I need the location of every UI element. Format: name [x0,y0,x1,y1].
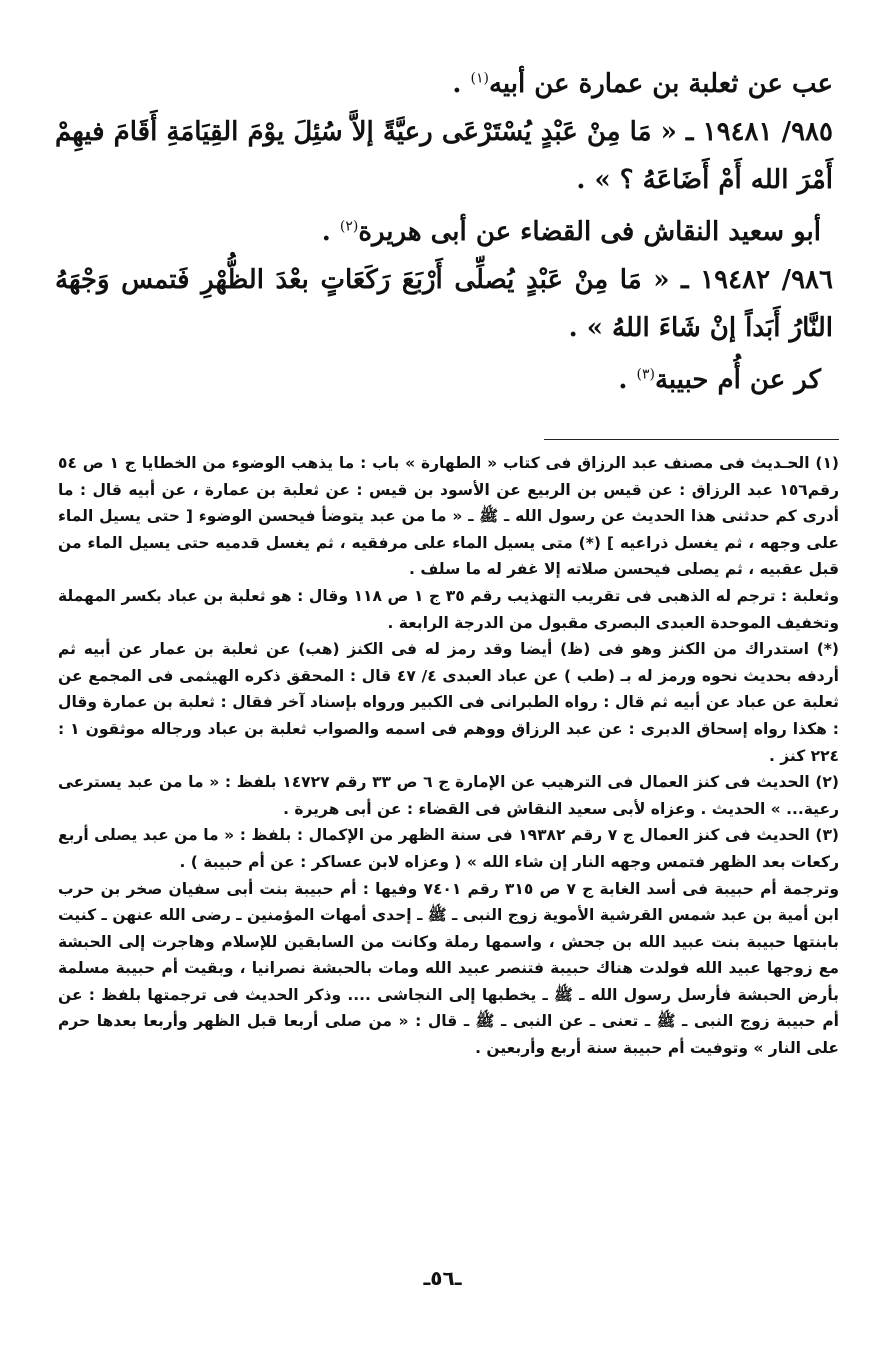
source-line [55,208,833,256]
source-end: . [321,217,340,247]
footnote-ref-3: (٣) [636,366,655,383]
hadith-text: ـ « مَا مِنْ عَبْدٍ يُسْتَرْعَى رعيَّةً إلاَّ سُئِلَ يوْمَ القِيَامَةِ أَقَامَ فيهِمْ أَمْرَ الله أَمْ أَضَاعَهُ ؟ » . [55,117,833,195]
source-end: . [618,365,637,395]
footnote-1-continuation: وثعلبة : ترجم له الذهبى فى تقريب التهذيب رقم ٣٥ ج ١ ص ١١٨ وقال : هو ثعلبة بن عباد بكسر المهملة وتخفيف الموحدة العبدى البصرى مقبول من الدرجة الرابعة . [58,586,840,632]
footnote-2: (٢) الحديث فى كنز العمال فى الترهيب عن الإمارة ج ٦ ص ٣٣ رقم ١٤٧٢٧ بلفظ : « ما من عبد يسترعى رعية... » الحديث . وعزاه لأبى سعيد النقاش فى القضاء : عن أبى هريرة . [58,773,839,818]
source-text: كر عن أُم حبيبة [654,365,821,395]
source-line [55,356,833,404]
main-text [55,58,833,404]
hadith-number: ٩٨٦/ ١٩٤٨٢ [700,265,833,295]
source-line [55,60,833,108]
footnotes [58,450,839,1062]
hadith-text: ـ « مَا مِنْ عَبْدٍ يُصلِّى أَرْبَعَ رَكَعَاتٍ بعْدَ الظُّهْرِ فَتمس وَجْهَهُ النَّارُ أَبَداً إنْ شَاءَ اللهُ » . [55,265,833,343]
footnote-3: (٣) الحديث فى كنز العمال ج ٧ رقم ١٩٣٨٢ فى سنة الظهر من الإكمال : بلفظ : « ما من عبد يصلى أربع ركعات بعد الظهر فتمس وجهه النار إن شاء الله » ( وعزاه لابن عساكر : عن أم حبيبة ) . [58,826,839,871]
hadith-number: ٩٨٥/ ١٩٤٨١ [702,117,833,147]
footnote-3-continuation: وترجمة أم حبيبة فى أسد الغابة ج ٧ ص ٣١٥ رقم ٧٤٠١ وفيها : أم حبيبة بنت أبى سفيان صخر بن حرب ابن أمية بن عبد شمس القرشية الأموية زوج النبى ـ ﷺ ـ إحدى أمهات المؤمنين ـ رضى الله عنهن ـ كنيت بابنتها حبيبة بنت عبيد الله بن جحش ، واسمها رملة وكانت من السابقين للإسلام وهاجرت إلى الحبشة مع زوجها عبيد الله فولدت هناك حبيبة فتنصر عبيد الله ومات بالحبشة نصرانيا ، وبقيت أم حبيبة مسلمة بأرض الحبشة فأرسل رسول الله ـ ﷺ ـ يخطبها إلى النجاشى .... وذكر الحديث فى ترجمتها بلفظ : عن أم حبيبة زوج النبى ـ ﷺ ـ تعنى ـ عن النبى ـ ﷺ ـ قال : « من صلى أربعا قبل الظهر وأربعا بعدها حرم على النار » وتوفيت أم حبيبة سنة أربع وأربعين . [58,879,839,1058]
hadith-986 [55,256,833,352]
footnote-star: (*) استدراك من الكنز وهو فى (ظ) أيضا وقد رمز له فى الكنز (هب) عن ثعلبة بن عمار عن أبيه ثم أردفه بحديث نحوه ورمز له بـ (طب ) عن عباد العبدى ٤/ ٤٧ قال : المحقق ذكره الهيثمى فى المجمع عن ثعلبة عن عباد عن أبيه ثم قال : رواه الطبرانى فى الكبير ورواه بإسناد آخر فقال : ثعلبة بن عمارة وقال : هكذا رواه إسحاق الدبرى : عن عبد الرزاق ووهم فى اسمه والصواب ثعلبة بن عباد ورجاله موثقون ١ : ٢٢٤ كنز . [58,640,839,765]
source-text: عب عن ثعلبة بن عمارة عن أبيه [488,69,833,99]
page-number: ـ٥٦ـ [423,1266,462,1290]
hadith-985 [55,108,833,204]
source-text: أبو سعيد النقاش فى القضاء عن أبى هريرة [358,217,821,247]
footnote-1: (١) الحـديث فى مصنف عبد الرزاق فى كتاب « الطهارة » باب : ما يذهب الوضوء من الخطايا ج ١ ص ٥٤ رقم١٥٦ عبد الرزاق : عن قيس بن الربيع عن الأسود بن قيس : عن ثعلبة بن عمارة ، عن أبيه قال : ما أدرى كم حدثنى هذا الحديث عن رسول الله ـ ﷺ ـ « ما من عبد يتوضأ فيحسن الوضوء [ حتى يسيل الماء على وجهه ، ثم يغسل ذراعيه ] (*) متى يسيل الماء على مرفقيه ، ثم يغسل قدميه حتى يسيل الماء من قبل عقبيه ، ثم يصلى فيحسن صلاته إلا غفر له ما سلف . [58,454,839,579]
footnote-ref-1: (١) [470,70,489,87]
source-end: . [452,69,471,99]
footnote-ref-2: (٢) [339,218,359,235]
footnote-divider [544,439,839,440]
